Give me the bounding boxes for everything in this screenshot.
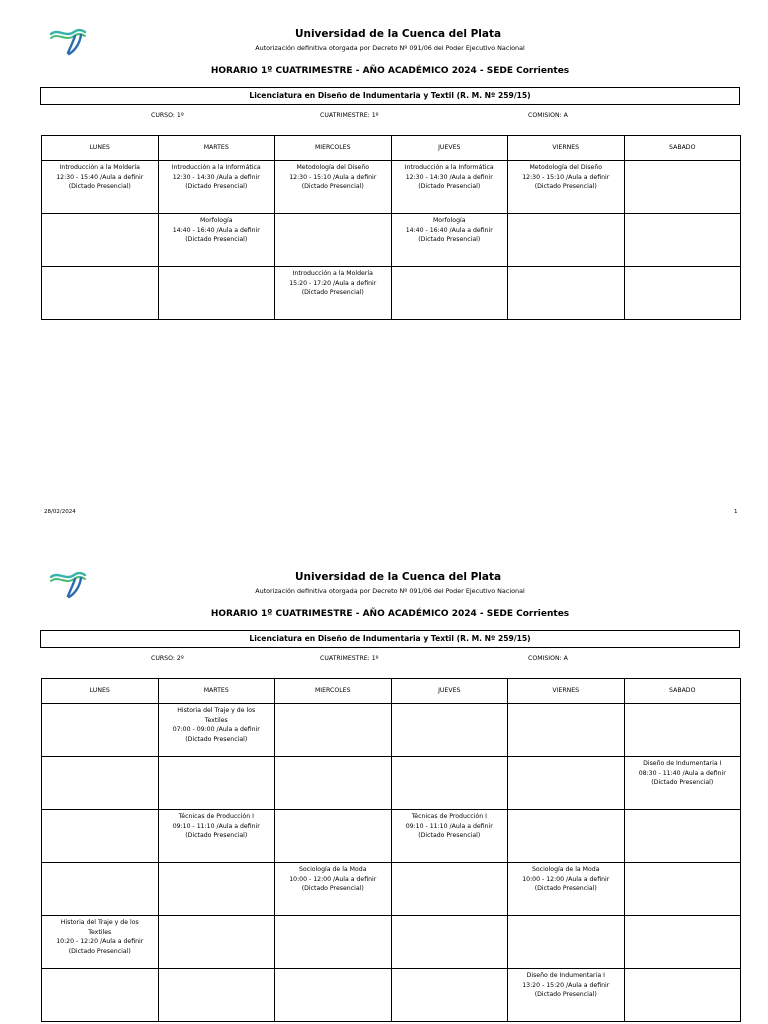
- class-info-line: 09:10 - 11:10 /Aula a definir: [405, 822, 493, 830]
- empty-cell: [624, 161, 741, 214]
- cuatrimestre-label: CUATRIMESTRE: 1º: [320, 112, 379, 119]
- class-info-line: Sociología de la Moda: [298, 866, 367, 873]
- class-info-line: 12:30 - 15:40 /Aula a definir: [56, 173, 144, 181]
- class-info-line: Historia del Traje y de los: [177, 707, 256, 714]
- table-row: [42, 757, 741, 810]
- class-cell: [508, 969, 625, 1022]
- class-info-line: (Dictado Presencial): [68, 947, 131, 955]
- class-info-line: 10:20 - 12:20 /Aula a definir: [56, 938, 144, 945]
- empty-cell: [391, 704, 508, 757]
- empty-cell: [42, 267, 159, 320]
- class-info-line: 12:30 - 14:30 /Aula a definir: [405, 173, 493, 181]
- empty-cell: [624, 863, 741, 916]
- class-info-line: Introducción a la Informática: [171, 164, 261, 171]
- day-header-viernes: VIERNES: [508, 136, 625, 161]
- class-info-line: (Dictado Presencial): [534, 183, 597, 190]
- class-cell: [42, 916, 159, 969]
- empty-cell: [42, 757, 159, 810]
- class-info: [42, 267, 158, 269]
- day-header-jueves: JUEVES: [391, 679, 508, 704]
- class-info-line: 12:30 - 15:10 /Aula a definir: [289, 173, 377, 181]
- class-info: [159, 214, 275, 245]
- class-info-line: 12:30 - 14:30 /Aula a definir: [172, 173, 260, 181]
- empty-cell: [275, 214, 392, 267]
- class-info: [392, 916, 508, 918]
- table-row: [42, 161, 741, 214]
- day-header-jueves: JUEVES: [391, 136, 508, 161]
- class-info: [159, 810, 275, 841]
- class-info-line: Diseño de Indumentaria I: [526, 972, 605, 979]
- class-info: [625, 214, 741, 216]
- empty-cell: [624, 267, 741, 320]
- empty-cell: [275, 704, 392, 757]
- empty-cell: [508, 810, 625, 863]
- class-info: [508, 969, 624, 1000]
- class-info-line: 10:00 - 12:00 /Aula a definir: [522, 875, 610, 883]
- class-cell: [391, 810, 508, 863]
- class-info-line: (Dictado Presencial): [651, 779, 714, 786]
- class-cell: [42, 161, 159, 214]
- schedule-page-1: [0, 26, 768, 515]
- table-row: [42, 267, 741, 320]
- class-info-line: 08:30 - 11:40 /Aula a definir: [638, 769, 726, 777]
- class-cell: [275, 267, 392, 320]
- comision-label: COMISION: A: [528, 655, 568, 662]
- class-info: [42, 863, 158, 865]
- class-info-line: 09:10 - 11:10 /Aula a definir: [172, 822, 260, 830]
- class-info-line: (Dictado Presencial): [185, 832, 248, 839]
- class-info-line: Introducción a la Moldería: [292, 270, 373, 277]
- class-info: [159, 863, 275, 865]
- class-info: [159, 267, 275, 269]
- class-info: [392, 704, 508, 706]
- table-row: [42, 916, 741, 969]
- career-title: Licenciatura en Diseño de Indumentaria y Textil (R. M. Nº 259/15): [40, 87, 740, 105]
- empty-cell: [391, 757, 508, 810]
- class-info-line: Técnicas de Producción I: [178, 813, 254, 820]
- table-row: [42, 863, 741, 916]
- class-info-line: (Dictado Presencial): [185, 236, 248, 243]
- empty-cell: [42, 969, 159, 1022]
- class-info-line: (Dictado Presencial): [68, 183, 131, 190]
- class-info: [275, 810, 391, 812]
- table-row: [42, 969, 741, 1022]
- class-info: [625, 267, 741, 269]
- class-cell: [391, 161, 508, 214]
- empty-cell: [508, 214, 625, 267]
- class-info: [508, 810, 624, 812]
- class-info-line: Técnicas de Producción I: [411, 813, 487, 820]
- class-info: [42, 161, 158, 192]
- class-info-line: 10:00 - 12:00 /Aula a definir: [289, 875, 377, 883]
- class-info-line: 15:20 - 17:20 /Aula a definir: [289, 279, 377, 287]
- schedule-table: [41, 135, 741, 320]
- class-info: [625, 810, 741, 812]
- class-info: [508, 757, 624, 759]
- class-info: [625, 969, 741, 971]
- career-title: Licenciatura en Diseño de Indumentaria y Textil (R. M. Nº 259/15): [40, 630, 740, 648]
- empty-cell: [42, 810, 159, 863]
- authorization-text: Autorización definitiva otorgada por Decreto Nº 091/06 del Poder Ejecutivo Nacional: [255, 44, 525, 52]
- empty-cell: [508, 267, 625, 320]
- empty-cell: [275, 969, 392, 1022]
- empty-cell: [42, 863, 159, 916]
- class-info: [275, 214, 391, 216]
- class-info: [275, 267, 391, 298]
- class-info: [508, 267, 624, 269]
- empty-cell: [275, 757, 392, 810]
- class-info: [275, 916, 391, 918]
- class-info-line: Diseño de Indumentaria I: [643, 760, 722, 767]
- class-info-line: 14:40 - 16:40 /Aula a definir: [405, 226, 493, 234]
- class-cell: [508, 161, 625, 214]
- day-header-sabado: SABADO: [624, 679, 741, 704]
- class-info: [392, 969, 508, 971]
- empty-cell: [391, 969, 508, 1022]
- class-info: [508, 161, 624, 192]
- class-info: [275, 969, 391, 971]
- empty-cell: [158, 916, 275, 969]
- empty-cell: [42, 704, 159, 757]
- class-info-line: (Dictado Presencial): [418, 236, 481, 243]
- class-info: [392, 267, 508, 269]
- days-header-row: [42, 136, 741, 161]
- class-cell: [275, 863, 392, 916]
- day-header-martes: MARTES: [158, 679, 275, 704]
- class-cell: [391, 214, 508, 267]
- class-info: [42, 704, 158, 706]
- university-name: Universidad de la Cuenca del Plata: [294, 571, 502, 583]
- class-cell: [624, 757, 741, 810]
- class-info: [42, 916, 158, 956]
- class-info-line: (Dictado Presencial): [418, 183, 481, 190]
- empty-cell: [391, 863, 508, 916]
- class-info: [392, 214, 508, 245]
- table-row: [42, 810, 741, 863]
- class-info: [625, 161, 741, 163]
- footer-page-number: 1: [734, 509, 738, 515]
- class-info: [508, 863, 624, 894]
- footer-date: 28/02/2024: [44, 509, 76, 515]
- class-info: [159, 161, 275, 192]
- empty-cell: [391, 267, 508, 320]
- class-info-line: Sociología de la Moda: [531, 866, 600, 873]
- class-info-line: (Dictado Presencial): [185, 735, 248, 743]
- class-info-line: Morfología: [199, 217, 233, 224]
- class-info: [42, 969, 158, 971]
- class-info: [392, 757, 508, 759]
- class-info: [392, 161, 508, 192]
- class-info-line: Introducción a la Moldería: [59, 164, 140, 171]
- empty-cell: [508, 916, 625, 969]
- class-info-line: Introducción a la Informática: [404, 164, 494, 171]
- day-header-miercoles: MIERCOLES: [275, 679, 392, 704]
- class-info-line: 12:30 - 15:10 /Aula a definir: [522, 173, 610, 181]
- empty-cell: [275, 916, 392, 969]
- empty-cell: [624, 916, 741, 969]
- empty-cell: [158, 969, 275, 1022]
- class-info-line: Metodología del Diseño: [529, 164, 603, 171]
- class-info-line: (Dictado Presencial): [418, 832, 481, 839]
- empty-cell: [158, 757, 275, 810]
- class-cell: [275, 161, 392, 214]
- class-cell: [508, 863, 625, 916]
- class-info: [159, 916, 275, 918]
- class-info: [159, 969, 275, 971]
- class-info: [275, 863, 391, 894]
- authorization-text: Autorización definitiva otorgada por Decreto Nº 091/06 del Poder Ejecutivo Nacional: [255, 587, 525, 595]
- class-info-line: Morfología: [432, 217, 466, 224]
- class-cell: [158, 810, 275, 863]
- class-info: [625, 863, 741, 865]
- day-header-sabado: SABADO: [624, 136, 741, 161]
- days-header-row: [42, 679, 741, 704]
- class-info-line: (Dictado Presencial): [301, 885, 364, 892]
- class-info: [625, 916, 741, 918]
- class-info: [275, 161, 391, 192]
- table-row: [42, 704, 741, 757]
- class-cell: [158, 161, 275, 214]
- empty-cell: [624, 810, 741, 863]
- class-info: [625, 757, 741, 788]
- class-info-line: Historia del Traje y de los: [60, 919, 139, 926]
- class-info: [508, 704, 624, 706]
- class-info-line: Textiles: [204, 716, 228, 724]
- class-info-line: (Dictado Presencial): [185, 183, 248, 190]
- empty-cell: [391, 916, 508, 969]
- class-info-line: Textiles: [88, 928, 112, 936]
- empty-cell: [508, 757, 625, 810]
- class-info: [625, 704, 741, 706]
- class-info: [42, 810, 158, 812]
- comision-label: COMISION: A: [528, 112, 568, 119]
- empty-cell: [508, 704, 625, 757]
- class-info-line: (Dictado Presencial): [534, 991, 597, 998]
- class-info: [392, 810, 508, 841]
- day-header-viernes: VIERNES: [508, 679, 625, 704]
- class-cell: [158, 704, 275, 757]
- empty-cell: [275, 810, 392, 863]
- schedule-table: [41, 678, 741, 1022]
- class-info: [275, 757, 391, 759]
- class-info-line: Metodología del Diseño: [296, 164, 370, 171]
- empty-cell: [158, 863, 275, 916]
- day-header-martes: MARTES: [158, 136, 275, 161]
- day-header-miercoles: MIERCOLES: [275, 136, 392, 161]
- table-row: [42, 214, 741, 267]
- schedule-title: HORARIO 1º CUATRIMESTRE - AÑO ACADÉMICO 2024 - SEDE Corrientes: [210, 66, 570, 76]
- empty-cell: [42, 214, 159, 267]
- class-info-line: 14:40 - 16:40 /Aula a definir: [172, 226, 260, 234]
- class-info: [159, 757, 275, 759]
- cuatrimestre-label: CUATRIMESTRE: 1º: [320, 655, 379, 662]
- university-name: Universidad de la Cuenca del Plata: [294, 28, 502, 40]
- class-info-line: (Dictado Presencial): [301, 183, 364, 190]
- class-info: [42, 757, 158, 759]
- class-info-line: (Dictado Presencial): [534, 885, 597, 892]
- day-header-lunes: LUNES: [42, 136, 159, 161]
- class-cell: [158, 214, 275, 267]
- empty-cell: [624, 704, 741, 757]
- class-info-line: 13:20 - 15:20 /Aula a definir: [522, 981, 610, 989]
- class-info: [508, 214, 624, 216]
- curso-label: CURSO: 1º: [151, 112, 184, 119]
- class-info: [159, 704, 275, 744]
- curso-label: CURSO: 2º: [151, 655, 184, 662]
- class-info: [392, 863, 508, 865]
- schedule-title: HORARIO 1º CUATRIMESTRE - AÑO ACADÉMICO 2024 - SEDE Corrientes: [210, 609, 570, 619]
- empty-cell: [158, 267, 275, 320]
- class-info: [508, 916, 624, 918]
- class-info: [42, 214, 158, 216]
- class-info-line: (Dictado Presencial): [301, 289, 364, 296]
- class-info-line: 07:00 - 09:00 /Aula a definir: [172, 726, 260, 733]
- empty-cell: [624, 214, 741, 267]
- day-header-lunes: LUNES: [42, 679, 159, 704]
- schedule-page-2: [0, 569, 768, 1024]
- empty-cell: [624, 969, 741, 1022]
- class-info: [275, 704, 391, 706]
